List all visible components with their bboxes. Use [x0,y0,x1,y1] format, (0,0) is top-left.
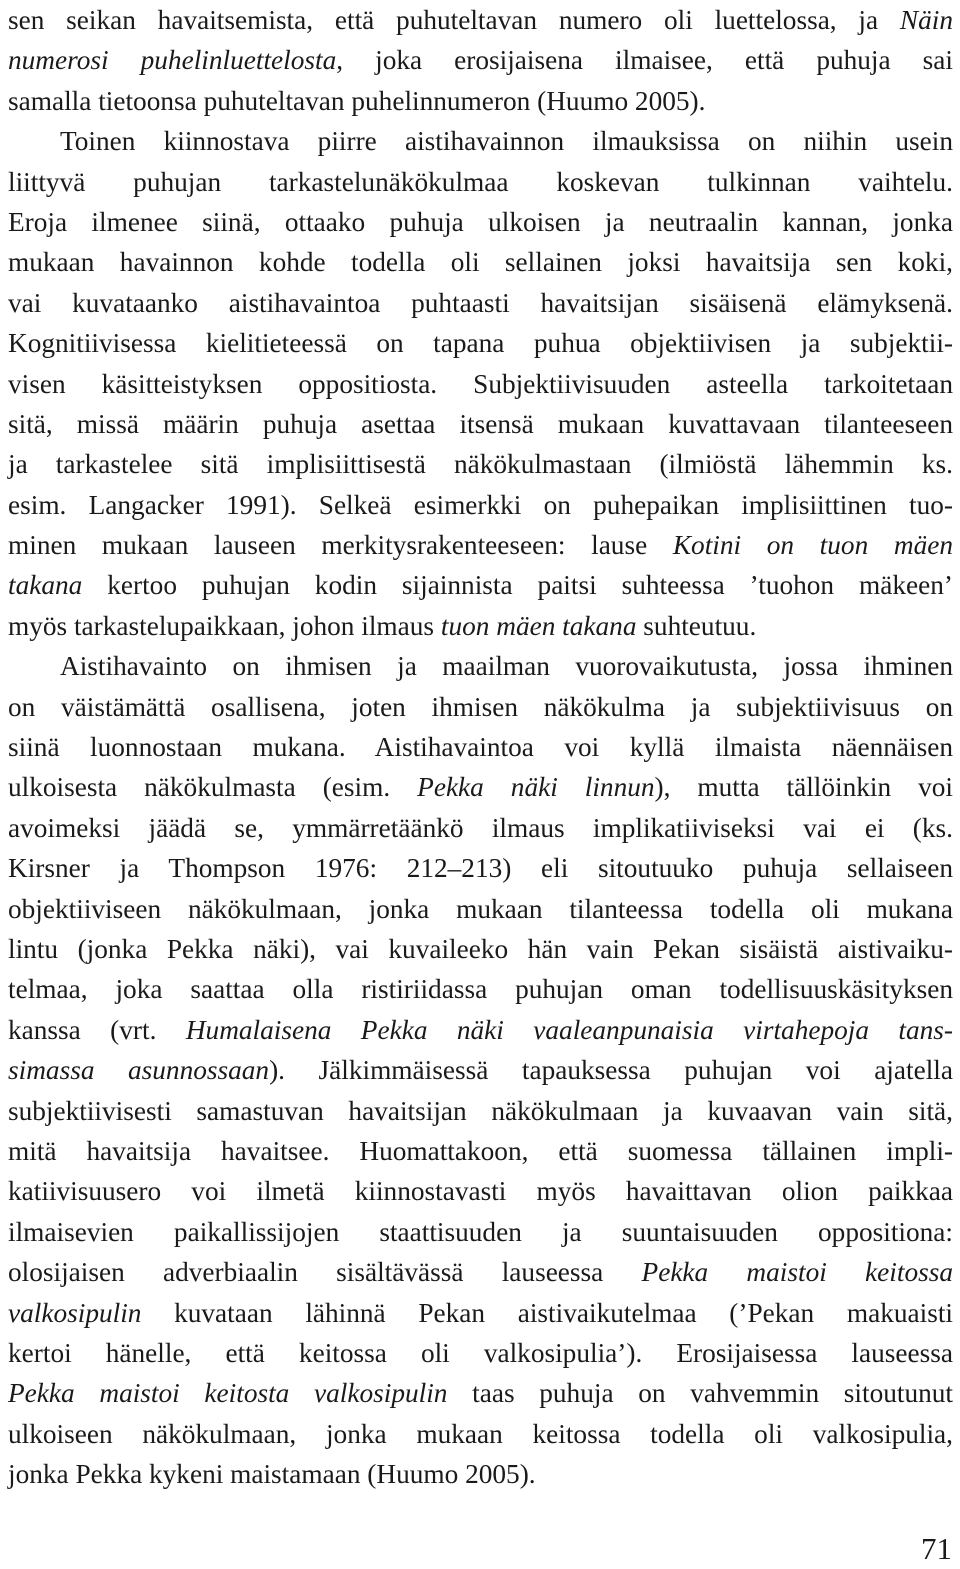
text-line [8,646,953,686]
page-body [8,0,953,1494]
text-segment: sitä, missä määrin puhuja asettaa itsensä mukaan kuvattavaan tilanteeseen [8,408,953,439]
text-line [8,848,953,888]
text-line [8,1333,953,1373]
text-segment: lintu (jonka Pekka näki), vai kuvaileeko hän vain Pekan sisäistä aistivaiku- [8,933,953,964]
text-segment: katiivisuusero voi ilmetä kiinnostavasti myös havaittavan olion paikkaa [8,1176,953,1207]
italic-example: Näin [899,5,953,35]
text-line [8,1252,953,1292]
text-line [8,1050,953,1090]
text-line [8,929,953,969]
text-line [8,404,953,444]
italic-example: Pekka näki linnun [417,772,655,803]
text-line [8,1171,953,1211]
text-line [8,1212,953,1252]
italic-example: numerosi puhelinluettelosta [8,45,337,76]
text-line [8,1414,953,1454]
text-line [8,1373,953,1413]
text-line [8,283,953,323]
text-segment: ), mutta tällöinkin voi [654,772,953,803]
text-line [8,485,953,525]
text-segment: objektiiviseen näkökulmaan, jonka mukaan tilanteessa todella oli mukana [8,893,953,924]
text-segment: kanssa (vrt. [8,1014,186,1045]
text-segment: ja tarkastelee sitä implisiittisestä näkökulmastaan (ilmiöstä lähemmin ks. [8,449,953,480]
text-segment: visen käsitteistyksen oppositiosta. Subjektiivisuuden asteella tarkoitetaan [8,368,953,399]
text-line [8,1091,953,1131]
text-segment: minen mukaan lauseen merkitysrakenteeseen: lause [8,530,673,561]
text-segment: Toinen kiinnostava piirre aistihavainnon ilmauksissa on niihin usein [60,126,953,157]
text-line [8,1131,953,1171]
text-segment: sen seikan havaitsemista, että puhuteltavan numero oli luettelossa, ja [8,5,900,35]
text-line [8,242,953,282]
italic-example: valkosipulin [8,1297,142,1328]
text-segment: ilmaisevien paikallissijojen staattisuuden ja suuntaisuuden oppositiona: [8,1216,953,1247]
text-segment: vai kuvataanko aistihavaintoa puhtaasti havaitsijan sisäisenä elämyksenä. [8,287,953,318]
text-segment: liittyvä puhujan tarkastelunäkökulmaa koskevan tulkinnan vaihtelu. [8,166,953,197]
text-line [8,767,953,807]
text-line [8,606,953,646]
text-segment: ulkoisesta näkökulmasta (esim. [8,772,418,803]
text-line [8,364,953,404]
text-segment: olosijaisen adverbiaalin sisältävässä lauseessa [8,1257,642,1288]
text-segment: Kognitiivisessa kielitieteessä on tapana puhua objektiivisen ja subjektii- [8,328,953,359]
text-line [8,1010,953,1050]
text-segment: subjektiivisesti samastuvan havaitsijan näkökulmaan ja kuvaavan vain sitä, [8,1095,953,1126]
text-line [8,727,953,767]
text-line [8,525,953,565]
text-segment: ). Jälkimmäisessä tapauksessa puhujan voi ajatella [269,1055,953,1086]
text-line [8,162,953,202]
text-segment: Eroja ilmenee siinä, ottaako puhuja ulkoisen ja neutraalin kannan, jonka [8,206,953,237]
italic-example: takana [8,570,83,601]
text-line [8,565,953,605]
text-line [8,687,953,727]
text-line [8,1454,953,1494]
text-line [8,808,953,848]
text-segment: Kirsner ja Thompson 1976: 212–213) eli sitoutuuko puhuja sellaiseen [8,853,953,884]
text-line [8,202,953,242]
text-segment: taas puhuja on vahvemmin sitoutunut [447,1378,953,1409]
italic-example: Humalaisena Pekka näki vaaleanpunaisia virtahepoja tans- [185,1014,953,1045]
text-segment: , joka erosijaisena ilmaisee, että puhuja sai [336,45,953,76]
text-line [8,969,953,1009]
italic-example: Pekka maistoi keitossa [641,1257,953,1288]
text-line [8,0,953,40]
text-line [8,40,953,80]
text-segment: Aistihavainto on ihmisen ja maailman vuorovaikutusta, jossa ihminen [60,651,953,682]
text-line [8,323,953,363]
text-segment: mukaan havainnon kohde todella oli sellainen joksi havaitsija sen koki, [8,247,953,278]
text-segment: samalla tietoonsa puhuteltavan puhelinnumeron (Huumo 2005). [8,85,706,116]
italic-example: Kotini on tuon mäen [672,530,953,561]
text-line [8,1293,953,1333]
text-segment: kertoi hänelle, että keitossa oli valkosipulia’). Erosijaisessa lauseessa [8,1337,953,1368]
italic-example: simassa asunnossaan [8,1055,270,1086]
text-segment: kertoo puhujan kodin sijainnista paitsi suhteessa ’tuohon mäkeen’ [82,570,953,601]
italic-example: tuon mäen takana [440,610,637,641]
text-segment: avoimeksi jäädä se, ymmärretäänkö ilmaus implikatiiviseksi vai ei (ks. [8,812,953,843]
text-segment: siinä luonnostaan mukana. Aistihavaintoa voi kyllä ilmaista näennäisen [8,732,953,763]
text-segment: mitä havaitsija havaitsee. Huomattakoon, että suomessa tällainen impli- [8,1135,953,1166]
text-segment: telmaa, joka saattaa olla ristiriidassa puhujan oman todellisuuskäsityksen [8,974,953,1005]
text-segment: suhteutuu. [636,610,757,641]
page-number: 71 [921,1531,952,1566]
text-segment: myös tarkastelupaikkaan, johon ilmaus [8,610,441,641]
text-line [8,81,953,121]
text-segment: kuvataan lähinnä Pekan aistivaikutelmaa (’Pekan makuaisti [141,1297,953,1328]
text-line [8,444,953,484]
text-segment: ulkoiseen näkökulmaan, jonka mukaan keitossa todella oli valkosipulia, [8,1418,953,1449]
text-line [8,889,953,929]
italic-example: Pekka maistoi keitosta valkosipulin [8,1378,448,1409]
text-segment: jonka Pekka kykeni maistamaan (Huumo 2005). [8,1459,536,1490]
text-segment: on väistämättä osallisena, joten ihmisen näkökulma ja subjektiivisuus on [8,691,953,722]
text-segment: esim. Langacker 1991). Selkeä esimerkki on puhepaikan implisiittinen tuo- [8,489,953,520]
text-line [8,121,953,161]
